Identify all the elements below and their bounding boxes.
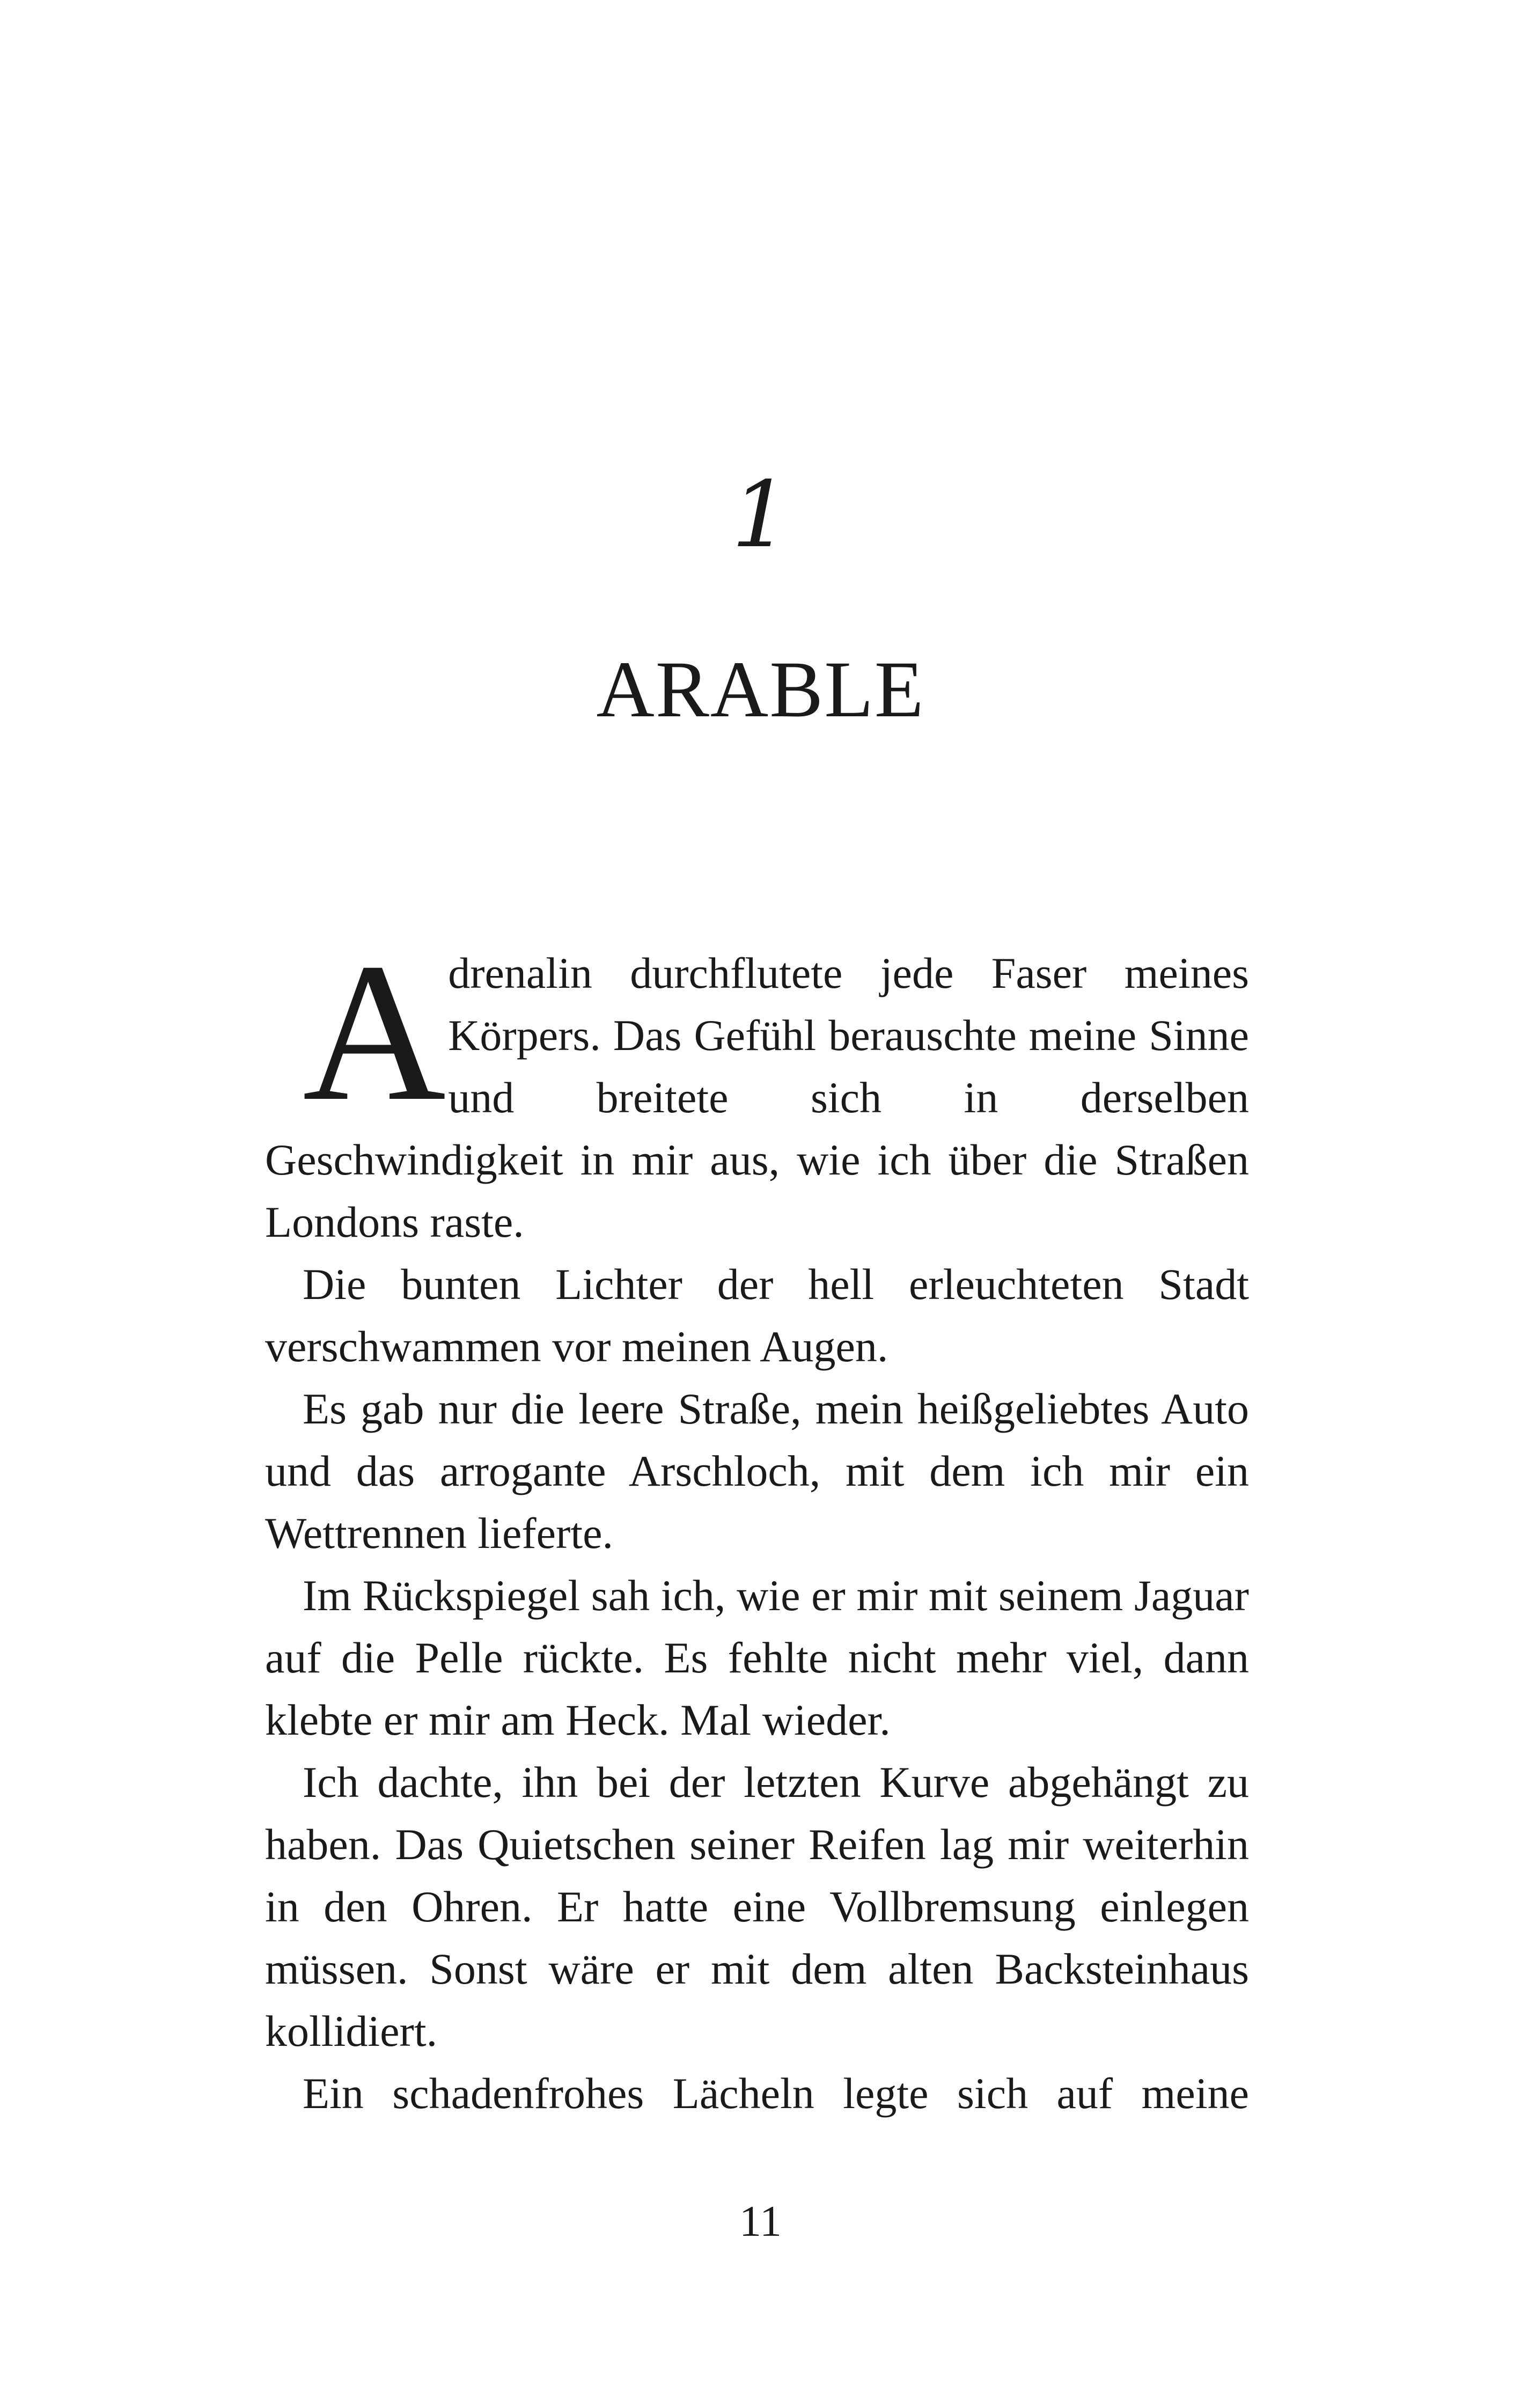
paragraph-text: drenalin durchflutete jede Faser meines Körpers. Das Gefühl berauschte meine Sinne und breitete sich in derselben Geschwindigkeit in mir aus, wie ich über die Straßen Londons raste. <box>265 949 1249 1246</box>
paragraph <box>265 922 1249 1253</box>
body-text <box>265 922 1249 2125</box>
paragraph: Ein schadenfrohes Lächeln legte sich auf meine <box>303 2069 1249 2118</box>
page-number: 11 <box>739 2197 782 2245</box>
paragraph: Die bunten Lichter der hell erleuchteten Stadt verschwammen vor meinen Augen. <box>265 1260 1249 1371</box>
paragraph: Ich dachte, ihn bei der letzten Kurve abgehängt zu haben. Das Quietschen seiner Reifen lag mir weiterhin in den Ohren. Er hatte eine Vollbremsung einlegen müssen. Sonst wäre er mit dem alten Backsteinhaus kollidiert. <box>265 1758 1249 2055</box>
paragraph: Es gab nur die leere Straße, mein heißgeliebtes Auto und das arrogante Arschloch, mit dem ich mir ein Wettrennen lieferte. <box>265 1384 1249 1558</box>
drop-cap: A <box>303 922 446 1142</box>
paragraph: Im Rückspiegel sah ich, wie er mir mit seinem Jaguar auf die Pelle rückte. Es fehlte nicht mehr viel, dann klebte er mir am Heck. Mal wieder. <box>265 1571 1249 1744</box>
chapter-number: 1 <box>731 462 790 568</box>
chapter-title: ARABLE <box>596 645 925 734</box>
